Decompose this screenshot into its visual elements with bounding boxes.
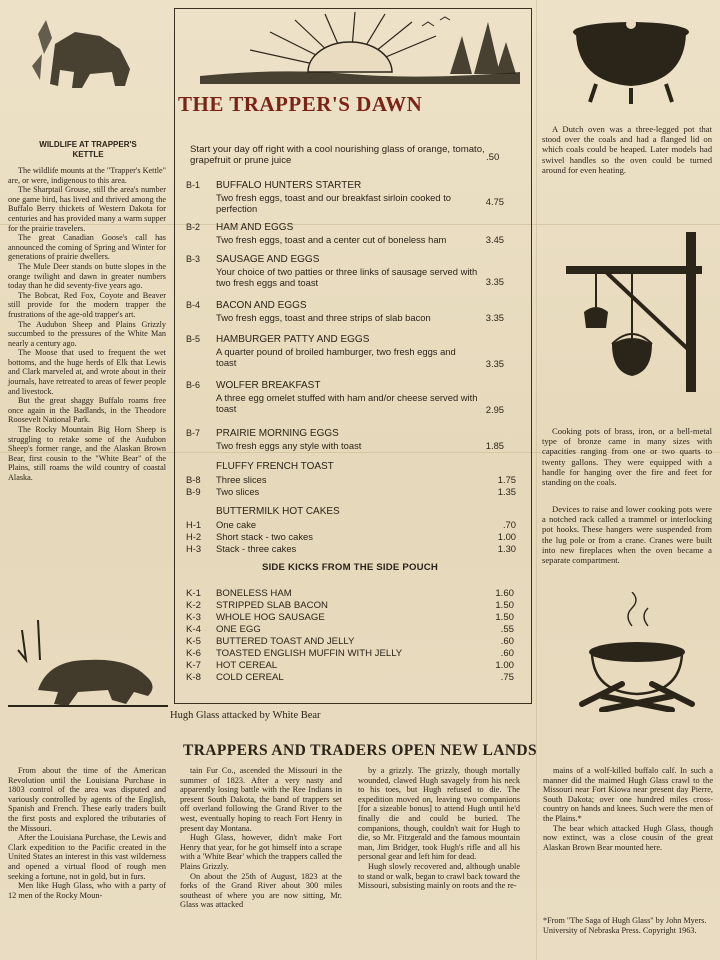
item-code: H-1 [186, 519, 202, 530]
item-code: K-6 [186, 648, 201, 659]
item-name: Short stack - two cakes [216, 531, 313, 542]
wildlife-paragraph: But the great shaggy Buffalo roams free once again in the Badlands, in the Theodore Roosevelt National Park. [8, 396, 166, 425]
item-name: One cake [216, 519, 257, 530]
item-code: K-4 [186, 624, 201, 635]
item-name: HAMBURGER PATTY AND EGGS [216, 334, 370, 345]
item-price: 1.00 [497, 531, 516, 542]
menu-subitem [186, 486, 516, 498]
juice-intro: Start your day off right with a cool nourishing glass of orange, tomato, grapefruit or prune juice [190, 144, 485, 166]
bison-illustration [30, 14, 140, 104]
item-name: BACON AND EGGS [216, 300, 307, 311]
item-code: K-8 [186, 672, 201, 683]
item-name: HAM AND EGGS [216, 222, 294, 233]
wildlife-paragraph: The great Canadian Goose's call has announced the coming of Spring and Winter for generations of prairie dwellers. [8, 233, 166, 262]
wildlife-paragraph: The Rocky Mountain Big Horn Sheep is struggling to retake some of the Audubon Sheep's former range, and the Alaskan Brown Bear, first cousin to the "White Bear" of the Plains, still roams the wild country of coastal Alaska. [8, 425, 166, 482]
wildlife-paragraph: The Mule Deer stands on butte slopes in the orange twilight and dawn in greater numbers today than he did seventy-five years ago. [8, 261, 166, 291]
side-kick-row [186, 588, 516, 600]
item-name: WHOLE HOG SAUSAGE [216, 612, 325, 623]
fold-line [536, 0, 537, 960]
item-name: PRAIRIE MORNING EGGS [216, 428, 339, 439]
item-name: BONELESS HAM [216, 588, 292, 599]
source-credit: *From "The Saga of Hugh Glass" by John Myers. University of Nebraska Press. Copyright 1963. [543, 916, 707, 935]
item-name: Three slices [216, 474, 267, 485]
item-description: A quarter pound of broiled hamburger, two fresh eggs and toast [216, 346, 456, 368]
item-price: .55 [500, 624, 514, 635]
item-name: TOASTED ENGLISH MUFFIN WITH JELLY [216, 648, 403, 659]
wildlife-paragraph: The Bobcat, Red Fox, Coyote and Beaver still provide for the modern trapper the frustrations of the age-old trapper's art. [8, 290, 166, 319]
item-price: 1.35 [497, 486, 516, 497]
wildlife-title: WILDLIFE AT TRAPPER'S KETTLE [39, 140, 137, 159]
item-price: 1.75 [497, 474, 516, 485]
article-paragraph: Men like Hugh Glass, who with a party of 12 men of the Rocky Moun- [8, 881, 166, 900]
wildlife-text [8, 166, 166, 483]
item-code: H-2 [186, 531, 202, 542]
item-description: Two fresh eggs, toast and three strips of slab bacon [216, 312, 431, 323]
trammel-illustration [566, 232, 706, 392]
item-description: A three egg omelet stuffed with ham and/or cheese served with toast [216, 392, 478, 414]
item-price: .75 [500, 672, 514, 683]
article-paragraph: tain Fur Co., ascended the Missouri in the summer of 1823. After a very nasty and apparently losing battle with the Ree Indians in present South Dakota, the band of trappers set off overland following the Grand River to the west, eventually hoping to reach Fort Henry in present day Montana. [180, 766, 342, 833]
article-paragraph: Hugh Glass, however, didn't make Fort Henry that year, for he got himself into a scrape with a 'White Bear' which the trappers called the Plains Grizzly. [180, 833, 342, 871]
item-price: 1.30 [497, 543, 516, 554]
item-name: WOLFER BREAKFAST [216, 380, 321, 391]
menu-subitem [186, 531, 516, 543]
item-code: H-3 [186, 543, 202, 554]
item-name: SAUSAGE AND EGGS [216, 254, 320, 265]
hot-cakes-heading: BUTTERMILK HOT CAKES [216, 506, 340, 517]
item-price: .60 [500, 636, 514, 647]
cooking-pots-note: Cooking pots of brass, iron, or a bell-metal type of bronze came in many sizes with capacities ranging from one or two quarts to twenty gallons. They were equipped with a handle for hanging over the fire and feet for standing on the coals. [542, 426, 712, 488]
wildlife-paragraph: The Audubon Sheep and Plains Grizzly succumbed to the pressures of the White Man nearly a century ago. [8, 319, 166, 348]
item-description: Your choice of two patties or three links of sausage served with two fresh eggs and toast [216, 266, 478, 288]
menu-subitem [186, 543, 516, 555]
side-kick-row [186, 600, 516, 612]
item-code: K-1 [186, 588, 201, 599]
article-paragraph: On about the 25th of August, 1823 at the forks of the Grand River about 300 miles southeast of where you are now sitting, Mr. Glass was attacked [180, 871, 342, 910]
item-code: K-5 [186, 636, 201, 647]
item-code: B-9 [186, 486, 201, 497]
juice-price: .50 [486, 152, 500, 163]
item-price: 1.85 [485, 440, 504, 451]
article-paragraph: mains of a wolf-killed buffalo calf. In such a manner did the maimed Hugh Glass crawl to the Missouri near Fort Kiowa near present day Pierre, South Dakota; over one hundred miles cross-country on hands and knees. Such were the men of the Plains.* [543, 766, 713, 823]
item-code: B-1 [186, 180, 201, 190]
dutch-oven-illustration [566, 12, 696, 104]
item-price: 1.50 [495, 612, 514, 623]
side-kick-row [186, 672, 516, 684]
item-description: Two fresh eggs, toast and our breakfast sirloin cooked to perfection [216, 192, 452, 214]
side-kick-row [186, 612, 516, 624]
item-code: K-3 [186, 612, 201, 623]
article-paragraph: Hugh slowly recovered and, although unable to stand or walk, began to crawl back toward the Missouri, subsisting mainly on roots and the re- [358, 861, 520, 891]
article-paragraph: After the Louisiana Purchase, the Lewis and Clark expedition to the Pacific created in the United States an interest in this vast wilderness and opened a virtual flood of rough men seeking a fortune, not in gold, but in furs. [8, 833, 166, 881]
side-kick-row [186, 648, 516, 660]
item-name: Two slices [216, 486, 260, 497]
item-name: Stack - three cakes [216, 543, 297, 554]
item-name: HOT CEREAL [216, 660, 278, 671]
article-paragraph: From about the time of the American Revolution until the Louisiana Purchase in 1803 control of the area was disputed and variously controlled by agents of the English, Spanish and French. These early traders built the first posts and explored the tributaries of the Missouri. [8, 766, 166, 833]
article-column [358, 766, 520, 891]
item-name: BUFFALO HUNTERS STARTER [216, 180, 362, 191]
item-code: K-2 [186, 600, 201, 611]
menu-subitem [186, 474, 516, 486]
item-code: B-8 [186, 474, 201, 485]
kettle-fire-illustration [572, 592, 702, 712]
dutch-oven-note: A Dutch oven was a three-legged pot that stood over the coals and had a flanged lid on which coals could be heaped. Later models had swivel handles so the oven could be turned around for even heating. [542, 124, 712, 175]
wildlife-paragraph: The Sharptail Grouse, still the area's number one game bird, has lived and thrived among the Buffalo Berry thickets of Western Dakota for centuries and has provided many a warm supper for the prairie travelers. [8, 185, 167, 233]
bear-caption: Hugh Glass attacked by White Bear [170, 710, 321, 721]
item-price: 3.35 [485, 312, 504, 323]
wildlife-paragraph: The Moose that used to frequent the wet bottoms, and the huge herds of Elk that Lewis and Clark marveled at, and wrote about in their journals, have retreated to areas of fewer people and livestock. [8, 348, 166, 396]
menu-subitem [186, 519, 516, 531]
item-code: B-2 [186, 222, 201, 232]
side-kicks-heading: SIDE KICKS FROM THE SIDE POUCH [261, 562, 439, 573]
wildlife-paragraph: The wildlife mounts at the "Trapper's Kettle" are, or were, indigenous to this area. [8, 166, 166, 185]
item-price: 3.35 [485, 276, 504, 287]
article-column [543, 766, 713, 852]
item-name: COLD CEREAL [216, 672, 284, 683]
item-code: B-6 [186, 380, 201, 390]
article-headline: TRAPPERS AND TRADERS OPEN NEW LANDS [182, 742, 538, 759]
item-code: B-3 [186, 254, 201, 264]
menu-title: THE TRAPPER'S DAWN [178, 92, 423, 116]
item-price: 1.00 [495, 660, 514, 671]
side-kick-row [186, 624, 516, 636]
item-name: STRIPPED SLAB BACON [216, 600, 328, 611]
item-name: BUTTERED TOAST AND JELLY [216, 636, 355, 647]
item-description: Two fresh eggs any style with toast [216, 440, 362, 451]
item-name: ONE EGG [216, 624, 261, 635]
article-column [8, 766, 166, 900]
french-toast-heading: FLUFFY FRENCH TOAST [216, 461, 334, 472]
item-price: 1.50 [495, 600, 514, 611]
item-code: B-5 [186, 334, 201, 344]
side-kick-row [186, 660, 516, 672]
article-paragraph: The bear which attacked Hugh Glass, though now extinct, was a close cousin of the great Alaskan Brown Bear mounted here. [543, 823, 713, 852]
item-price: 2.95 [485, 404, 504, 415]
item-description: Two fresh eggs, toast and a center cut of boneless ham [216, 234, 447, 245]
article-paragraph: by a grizzly. The grizzly, though mortally wounded, clawed Hugh savagely from his neck to his toes, but Hugh refused to die. The expedition moved on, leaving two companions [for a sizeable bonus] to attend Hugh until he'd finally die and could be buried. The companions, though, couldn't wait for Hugh to die, so Mr. Fitzgerald and the famous mountain man, Jim Bridger, took Hugh's rifle and all his personal gear and left him for dead. [358, 766, 520, 862]
item-code: B-4 [186, 300, 201, 310]
item-price: 1.60 [495, 588, 514, 599]
item-code: K-7 [186, 660, 201, 671]
item-code: B-7 [186, 428, 201, 438]
item-price: 3.35 [485, 358, 504, 369]
side-kick-row [186, 636, 516, 648]
item-price: .70 [502, 519, 516, 530]
item-price: 4.75 [485, 196, 504, 207]
grizzly-bear-illustration [8, 620, 168, 710]
item-price: 3.45 [485, 234, 504, 245]
trammel-note: Devices to raise and lower cooking pots were a notched rack called a trammel or interlocking pot hooks. These hangers were suspended from the lug pole or from a crane. Cranes were built into new fireplaces when the oven became a separate compartment. [542, 504, 712, 566]
article-column [180, 766, 342, 910]
item-price: .60 [500, 648, 514, 659]
